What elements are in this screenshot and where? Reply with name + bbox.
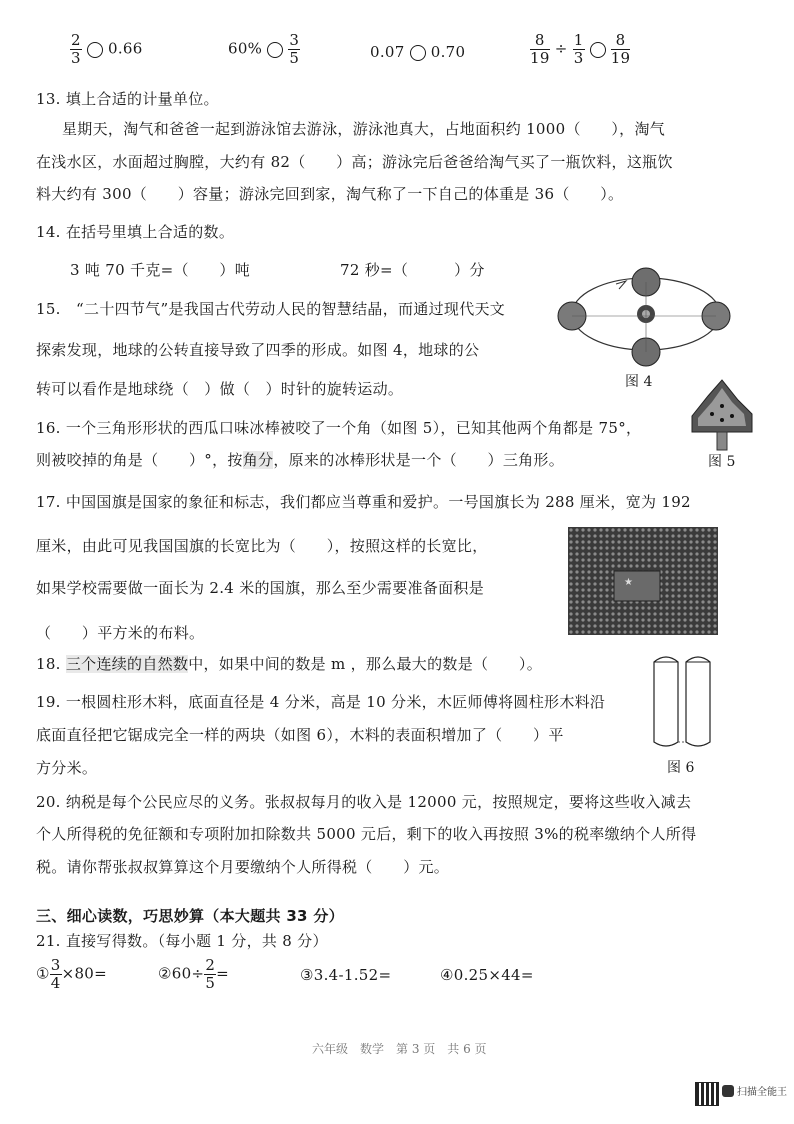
q17-line: 厘米，由此可见我国国旗的长宽比为（ ），按照这样的长宽比， [36,537,488,555]
q17-line: 17. 中国国旗是国家的象征和标志，我们都应当尊重和爱护。一号国旗长为 288 厘米，宽为 192 [36,493,691,511]
figure-4-caption: 图 4 [625,374,653,390]
calc-item-2: ②60÷ $\frac{2}{5}$ = [158,956,230,992]
compare-circle[interactable] [267,42,283,58]
q20-line: 个人所得税的免征额和专项附加扣除数共 5000 元后，剩下的收入再按照 3%的税率缴纳个人所得 [36,825,697,843]
section-title: 三、细心读数，巧思妙算（本大题共 33 分） [36,907,344,925]
q19-line: 方分米。 [36,759,98,777]
q18-line: 18. 三个连续的自然数中，如果中间的数是 m ，那么最大的数是（ ）。 [36,655,543,673]
compare-item-4: $\frac{8}{19}$ ÷ $\frac{1}{3}$ $\frac{8}{19}$ [530,31,631,67]
fraction: $\frac{3}{4}$ [50,956,61,992]
calc-item-3: ③3.4-1.52= [300,966,392,984]
compare-circle[interactable] [410,45,426,61]
svg-text:★: ★ [624,577,633,588]
page-footer: 六年级 数学 第 3 页 共 6 页 [312,1042,487,1056]
calc-item-1: ① $\frac{3}{4}$ ×80= [36,956,108,992]
q20-line: 税。请你帮张叔叔算算这个月要缴纳个人所得税（ ）元。 [36,858,450,876]
q13-title: 13. 填上合适的计量单位。 [36,90,219,108]
scanner-logo-icon [722,1085,734,1097]
q15-line: 15. “二十四节气”是我国古代劳动人民的智慧结晶，而通过现代天文 [36,300,506,318]
compare-circle[interactable] [590,42,606,58]
q13-line: 星期天，淘气和爸爸一起到游泳馆去游泳，游泳池真大，占地面积约 1000（ ），淘气 [62,120,666,138]
q13-line: 在浅水区，水面超过胸膛，大约有 82（ ）高；游泳完后爸爸给淘气买了一瓶饮料，这瓶饮 [36,153,673,171]
q21-title: 21. 直接写得数。（每小题 1 分，共 8 分） [36,932,328,950]
orbit-figure [556,262,736,372]
q14-b: 72 秒=（ ）分 [340,261,485,279]
fraction: $\frac{1}{3}$ [573,31,584,67]
flag-crowd-photo [568,527,718,635]
q14-title: 14. 在括号里填上合适的数。 [36,223,235,241]
q16-line: 则被咬掉的角是（ ）°，按角分，原来的冰棒形状是一个（ ）三角形。 [36,451,565,469]
highlight: 三个连续的自然数 [65,655,189,673]
scanner-label: 扫描全能王 [737,1087,787,1098]
fraction: $\frac{2}{5}$ [205,956,216,992]
figure-6-caption: 图 6 [667,760,695,776]
highlight: 角分 [242,451,274,469]
q15-line: 探索发现，地球的公转直接导致了四季的形成。如图 4，地球的公 [36,341,480,359]
q15-line: 转可以看作是地球绕（ ）做（ ）时针的旋转运动。 [36,380,404,398]
q17-line: （ ）平方米的布料。 [36,624,205,642]
q14-a: 3 吨 70 千克=（ ）吨 [70,261,251,279]
compare-item-1: $\frac{2}{3}$ 0.66 [71,31,143,67]
fraction: $\frac{3}{5}$ [289,31,300,67]
calc-item-4: ④0.25×44= [440,966,534,984]
compare-circle[interactable] [87,42,103,58]
fraction: $\frac{8}{19}$ [610,31,631,67]
compare-item-2: 60% $\frac{3}{5}$ [228,31,300,67]
qr-code-icon [695,1082,719,1106]
compare-item-3: 0.07 0.70 [370,43,466,61]
figure-5-caption: 图 5 [708,454,736,470]
q17-line: 如果学校需要做一面长为 2.4 米的国旗，那么至少需要准备面积是 [36,579,484,597]
q20-line: 20. 纳税是每个公民应尽的义务。张叔叔每月的收入是 12000 元，按照规定，要将这些收入减去 [36,793,692,811]
fraction: $\frac{8}{19}$ [530,31,550,67]
q16-line: 16. 一个三角形形状的西瓜口味冰棒被咬了一个角（如图 5），已知其他两个角都是 75°， [36,419,642,437]
popsicle-figure [686,362,758,454]
q19-line: 19. 一根圆柱形木料，底面直径是 4 分米，高是 10 分米，木匠师傅将圆柱形木料沿 [36,693,606,711]
q13-line: 料大约有 300（ ）容量；游泳完回到家，淘气称了一下自己的体重是 36（ ）。 [36,185,624,203]
q19-line: 底面直径把它锯成完全一样的两块（如图 6），木料的表面积增加了（ ）平 [36,726,564,744]
fraction: $\frac{2}{3}$ [71,31,81,67]
cylinder-figure [648,650,718,754]
